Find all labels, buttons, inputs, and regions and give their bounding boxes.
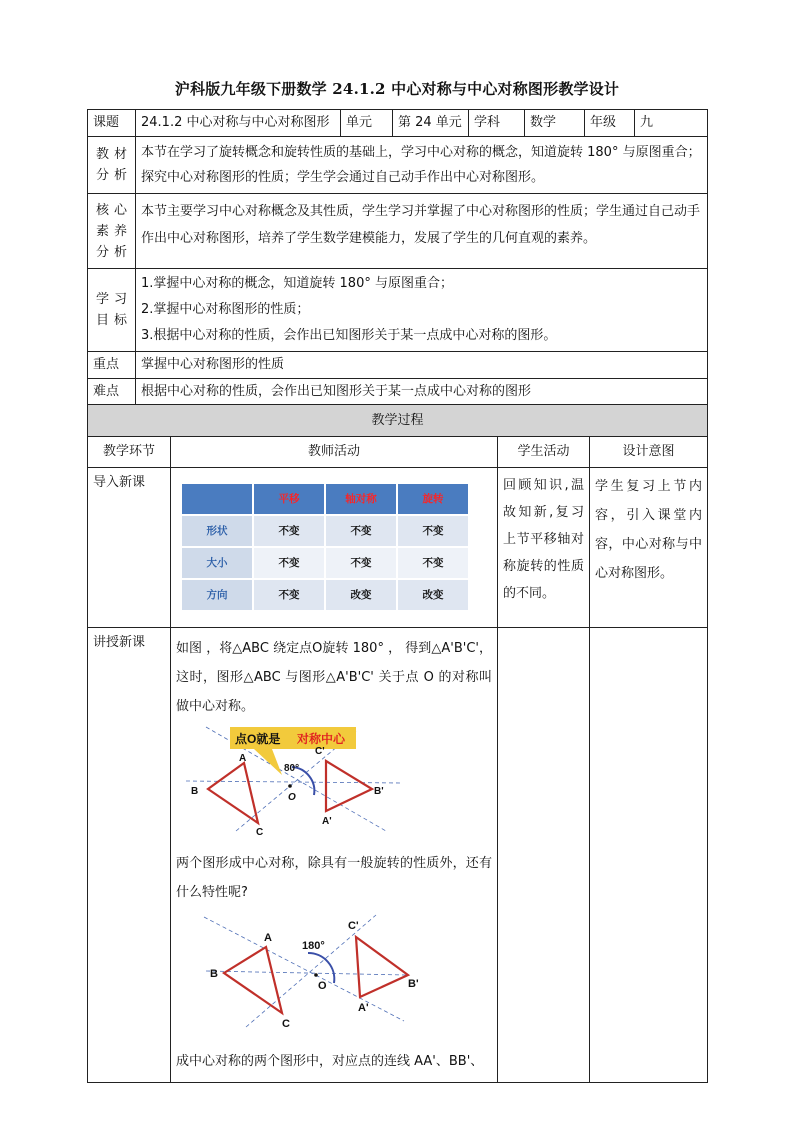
callout-highlight: 对称中心 — [297, 732, 346, 746]
unit-value: 第 24 单元 — [393, 110, 469, 137]
header-student: 学生活动 — [498, 437, 590, 468]
mini-row-label: 大小 — [181, 547, 253, 579]
mini-row-label: 形状 — [181, 515, 253, 547]
vertex-label-b-prime: B' — [374, 786, 384, 797]
header-teacher: 教师活动 — [171, 437, 498, 468]
triangle-abc-prime — [356, 937, 408, 997]
mini-corner-cell — [181, 483, 253, 515]
goals-list — [136, 269, 708, 352]
mini-row-label: 方向 — [181, 579, 253, 611]
difficulty-label: 难点 — [88, 379, 136, 406]
center-label-o: O — [318, 980, 327, 992]
grade-value: 九 — [635, 110, 708, 137]
dashed-line — [204, 917, 404, 1021]
key-text: 掌握中心对称图形的性质 — [136, 352, 708, 379]
info-table — [87, 109, 708, 406]
core-text: 本节主要学习中心对称概念及其性质，学生学习并掌握了中心对称图形的性质；学生通过自己动手作出中心对称图形，培养了学生数学建模能力，发展了学生的几何直观的素养。 — [136, 194, 708, 269]
document-title: 沪科版九年级下册数学 24.1.2 中心对称与中心对称图形教学设计 — [174, 80, 620, 98]
vertex-label-b: B — [210, 968, 218, 980]
mini-cell: 改变 — [325, 579, 397, 611]
mini-col-header: 旋转 — [397, 483, 469, 515]
triangle-abc — [208, 763, 258, 823]
vertex-label-a: A — [264, 932, 272, 944]
vertex-label-c: C — [282, 1018, 290, 1030]
subject-value: 数学 — [525, 110, 585, 137]
process-table — [87, 404, 708, 1083]
callout-text: 点O就是 — [235, 732, 281, 746]
design-intent-intro: 学生复习上节内容，引入课堂内容，中心对称与中心对称图形。 — [590, 468, 708, 628]
core-label: 核心素养分析 — [88, 194, 136, 269]
figure-central-symmetry-2 — [176, 909, 419, 1037]
teacher-activity-intro — [171, 468, 498, 628]
student-activity-intro: 回顾知识,温故知新,复习上节平移轴对称旋转的性质的不同。 — [498, 468, 590, 628]
mini-cell: 不变 — [397, 515, 469, 547]
goal-item: 3.根据中心对称的性质，会作出已知图形关于某一点成中心对称的图形。 — [141, 328, 557, 343]
teach-paragraph-2: 两个图形成中心对称，除具有一般旋转的性质外，还有什么特性呢? — [176, 856, 492, 900]
mini-cell: 改变 — [397, 579, 469, 611]
center-point — [314, 973, 318, 977]
stage-teach: 讲授新课 — [88, 628, 171, 1083]
key-label: 重点 — [88, 352, 136, 379]
topic-value: 24.1.2 中心对称与中心对称图形 — [136, 110, 341, 137]
vertex-label-c: C — [256, 827, 264, 838]
mini-col-header: 平移 — [253, 483, 325, 515]
stage-intro: 导入新课 — [88, 468, 171, 628]
header-stage: 教学环节 — [88, 437, 171, 468]
process-section-title: 教学过程 — [88, 405, 708, 437]
rotation-arc — [308, 953, 334, 983]
figure-central-symmetry-1 — [176, 723, 406, 839]
callout-pointer — [254, 749, 282, 775]
goal-item: 2.掌握中心对称图形的性质； — [141, 302, 310, 317]
analysis-text: 本节在学习了旋转概念和旋转性质的基础上，学习中心对称的概念，知道旋转 180° 与原图重合；探究中心对称图形的性质；学生学会通过自己动手作出中心对称图形。 — [136, 137, 708, 194]
mini-col-header: 轴对称 — [325, 483, 397, 515]
header-design: 设计意图 — [590, 437, 708, 468]
transform-property-table — [180, 482, 470, 612]
angle-label: 80° — [284, 763, 300, 774]
vertex-label-b: B — [191, 786, 199, 797]
vertex-label-b-prime: B' — [408, 978, 419, 990]
teach-paragraph-1: 如图 ，将△ABC 绕定点O旋转 180° ， 得到△A'B'C'，这时，图形△ABC 与图形△A'B'C' 关于点 O 的对称叫做中心对称。 — [176, 641, 492, 714]
design-intent-teach — [590, 628, 708, 1083]
mini-cell: 不变 — [325, 515, 397, 547]
vertex-label-a: A — [239, 753, 247, 764]
center-point — [288, 784, 292, 788]
vertex-label-c-prime: C' — [315, 746, 325, 757]
vertex-label-a-prime: A' — [358, 1002, 369, 1014]
mini-cell: 不变 — [253, 579, 325, 611]
triangle-abc-prime — [326, 761, 372, 811]
student-activity-teach — [498, 628, 590, 1083]
mini-cell: 不变 — [253, 547, 325, 579]
vertex-label-c-prime: C' — [348, 920, 359, 932]
mini-cell: 不变 — [325, 547, 397, 579]
difficulty-text: 根据中心对称的性质，会作出已知图形关于某一点成中心对称的图形 — [136, 379, 708, 406]
angle-label: 180° — [302, 940, 325, 952]
goal-item: 1.掌握中心对称的概念，知道旋转 180° 与原图重合； — [141, 276, 453, 291]
mini-cell: 不变 — [397, 547, 469, 579]
center-label-o: O — [288, 792, 296, 803]
mini-cell: 不变 — [253, 515, 325, 547]
grade-label: 年级 — [585, 110, 635, 137]
dashed-line — [206, 971, 406, 975]
vertex-label-a-prime: A' — [322, 816, 332, 827]
topic-label: 课题 — [88, 110, 136, 137]
teach-paragraph-3: 成中心对称的两个图形中，对应点的连线 AA'、BB'、 — [176, 1054, 484, 1069]
analysis-label: 教材分析 — [88, 137, 136, 194]
goals-label: 学习目标 — [88, 269, 136, 352]
teacher-activity-teach — [171, 628, 498, 1083]
unit-label: 单元 — [341, 110, 393, 137]
subject-label: 学科 — [469, 110, 525, 137]
